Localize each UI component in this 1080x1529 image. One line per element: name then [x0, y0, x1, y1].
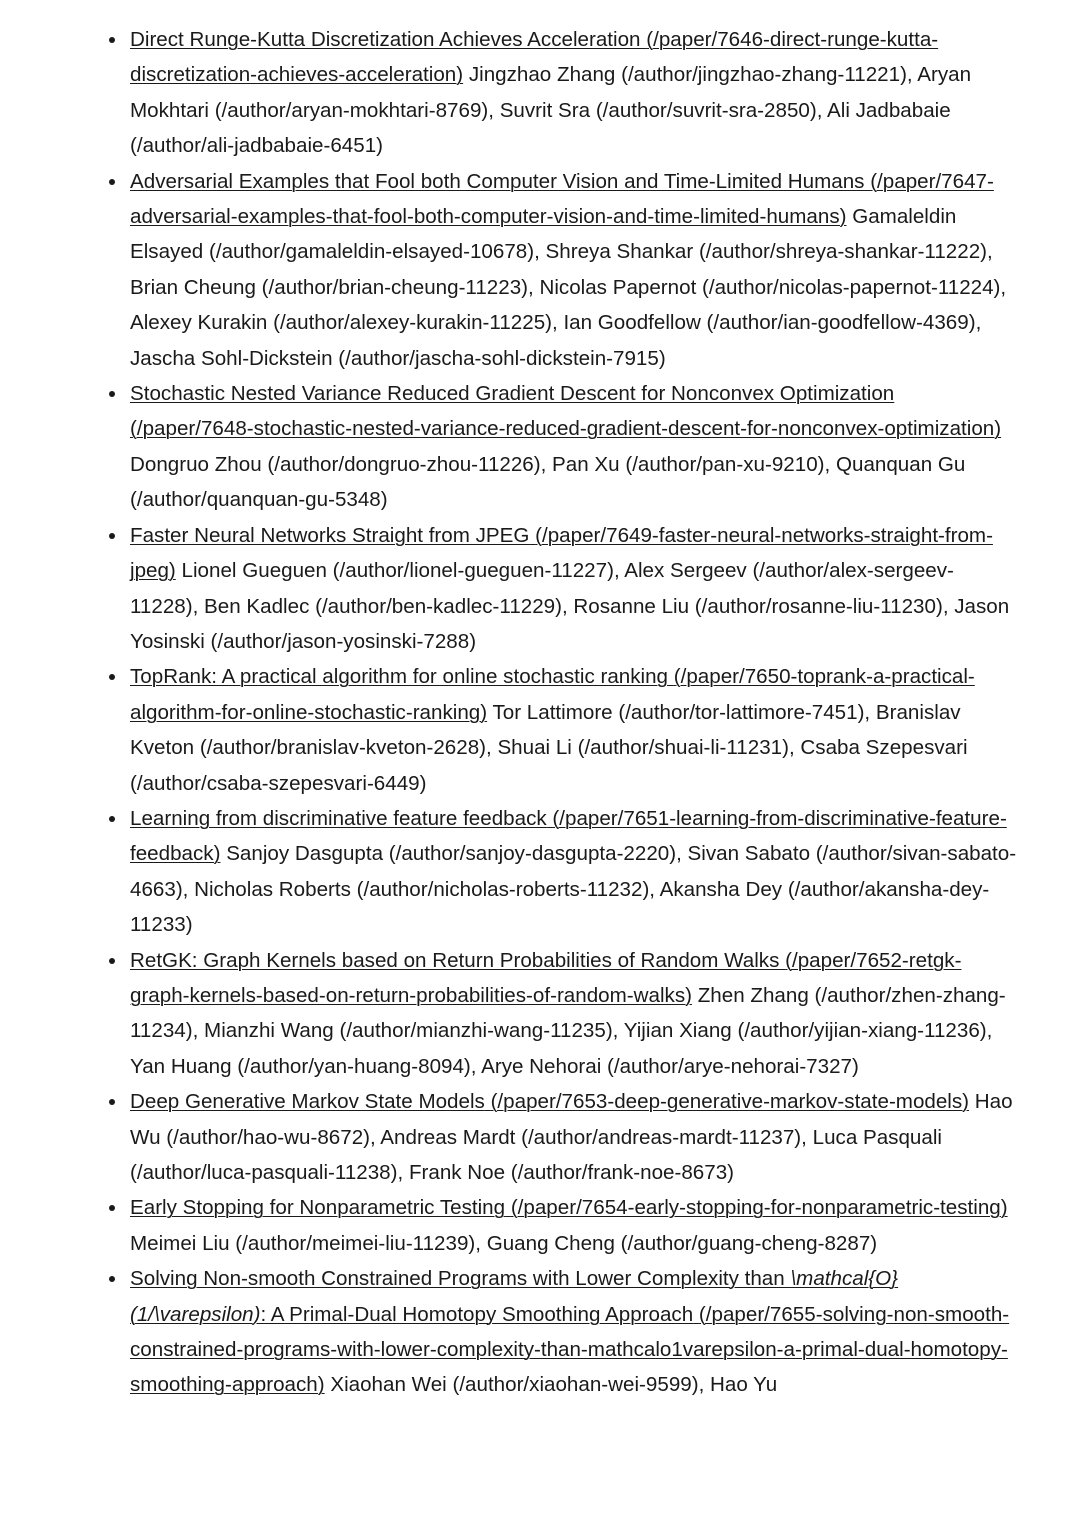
paper-title: Solving Non-smooth Constrained Programs with Lower Complexity than	[130, 1267, 791, 1291]
paper-authors: Xiaohan Wei (/author/xiaohan-wei-9599), Hao Yu	[330, 1373, 778, 1397]
paper-title: RetGK: Graph Kernels based on Return Probabilities of Random Walks	[130, 948, 780, 972]
list-item	[130, 22, 1020, 164]
list-item	[130, 801, 1020, 943]
paper-link[interactable]	[130, 382, 1001, 440]
paper-link[interactable]	[130, 1090, 969, 1113]
paper-path: (/paper/7646-direct-runge-kutta-discretization-achieves-acceleration)	[130, 28, 939, 87]
paper-title: Adversarial Examples that Fool both Computer Vision and Time-Limited Humans	[130, 169, 865, 193]
paper-path: (/paper/7650-toprank-a-practical-algorithm-for-online-stochastic-ranking)	[130, 665, 975, 724]
paper-title: Faster Neural Networks Straight from JPEG	[130, 523, 530, 547]
paper-title: Learning from discriminative feature feedback	[130, 806, 547, 830]
paper-path: (/paper/7647-adversarial-examples-that-fool-both-computer-vision-and-time-limited-humans)	[130, 169, 994, 229]
paper-title-math: \mathcal{O}(1/\varepsilon)	[130, 1267, 899, 1326]
list-item	[130, 659, 1020, 801]
paper-authors: Hao Wu (/author/hao-wu-8672), Andreas Mardt (/author/andreas-mardt-11237), Luca Pasquali (/author/luca-pasquali-11238), Frank Noe (/author/frank-noe-8673)	[130, 1090, 1013, 1184]
paper-authors: Lionel Gueguen (/author/lionel-gueguen-11227), Alex Sergeev (/author/alex-sergeev-11228), Ben Kadlec (/author/ben-kadlec-11229), Rosanne Liu (/author/rosanne-liu-11230), Jason Yosinski (/author/jason-yosinski-7288)	[130, 559, 1010, 653]
paper-authors: Zhen Zhang (/author/zhen-zhang-11234), Mianzhi Wang (/author/mianzhi-wang-11235), Yijian Xiang (/author/yijian-xiang-11236), Yan Huang (/author/yan-huang-8094), Arye Nehorai (/author/arye-nehorai-7327)	[130, 983, 1006, 1078]
paper-path: (/paper/7655-solving-non-smooth-constrained-programs-with-lower-complexity-than-mathcalo1varepsilon-a-primal-dual-homotopy-smoothing-approach)	[130, 1302, 1010, 1397]
paper-authors: Meimei Liu (/author/meimei-liu-11239), Guang Cheng (/author/guang-cheng-8287)	[130, 1231, 878, 1255]
paper-path: (/paper/7649-faster-neural-networks-straight-from-jpeg)	[130, 523, 993, 583]
list-item	[130, 518, 1020, 660]
paper-authors: Tor Lattimore (/author/tor-lattimore-7451), Branislav Kveton (/author/branislav-kveton-2628), Shuai Li (/author/shuai-li-11231), Csaba Szepesvari (/author/csaba-szepesvari-6449)	[130, 700, 968, 795]
paper-title: Stochastic Nested Variance Reduced Gradient Descent for Nonconvex Optimization	[130, 382, 895, 406]
paper-title: Early Stopping for Nonparametric Testing	[130, 1196, 506, 1220]
list-item	[130, 1261, 1020, 1403]
list-item	[130, 376, 1020, 518]
paper-authors: Gamaleldin Elsayed (/author/gamaleldin-elsayed-10678), Shreya Shankar (/author/shreya-shankar-11222), Brian Cheung (/author/brian-cheung-11223), Nicolas Papernot (/author/nicolas-papernot-11224), Alexey Kurakin (/author/alexey-kurakin-11225), Ian Goodfellow (/author/ian-goodfellow-4369), Jascha Sohl-Dickstein (/author/jascha-sohl-dickstein-7915)	[130, 205, 1007, 370]
paper-title: Deep Generative Markov State Models	[130, 1090, 485, 1114]
paper-link[interactable]	[130, 1196, 1008, 1219]
paper-title-rest: : A Primal-Dual Homotopy Smoothing Approach	[260, 1302, 694, 1326]
paper-path: (/paper/7651-learning-from-discriminative-feature-feedback)	[130, 806, 1007, 866]
paper-path: (/paper/7648-stochastic-nested-variance-reduced-gradient-descent-for-nonconvex-optimization)	[130, 417, 1002, 441]
list-item	[130, 164, 1020, 376]
list-item	[130, 1190, 1020, 1261]
paper-authors: Dongruo Zhou (/author/dongruo-zhou-11226), Pan Xu (/author/pan-xu-9210), Quanquan Gu (/author/quanquan-gu-5348)	[130, 452, 966, 512]
list-item	[130, 943, 1020, 1085]
paper-path: (/paper/7653-deep-generative-markov-state-models)	[490, 1090, 970, 1114]
list-item	[130, 1084, 1020, 1190]
paper-authors: Sanjoy Dasgupta (/author/sanjoy-dasgupta-2220), Sivan Sabato (/author/sivan-sabato-4663), Nicholas Roberts (/author/nicholas-roberts-11232), Akansha Dey (/author/akansha-dey-11233)	[130, 842, 1017, 937]
paper-authors: Jingzhao Zhang (/author/jingzhao-zhang-11221), Aryan Mokhtari (/author/aryan-mokhtari-8769), Suvrit Sra (/author/suvrit-sra-2850), Ali Jadbabaie (/author/ali-jadbabaie-6451)	[130, 63, 972, 158]
paper-path: (/paper/7652-retgk-graph-kernels-based-on-return-probabilities-of-random-walks)	[130, 948, 962, 1007]
paper-list	[0, 22, 1020, 1403]
paper-title: Direct Runge-Kutta Discretization Achieves Acceleration	[130, 28, 641, 51]
paper-path: (/paper/7654-early-stopping-for-nonparametric-testing)	[510, 1196, 1008, 1220]
paper-title: TopRank: A practical algorithm for online stochastic ranking	[130, 665, 669, 689]
